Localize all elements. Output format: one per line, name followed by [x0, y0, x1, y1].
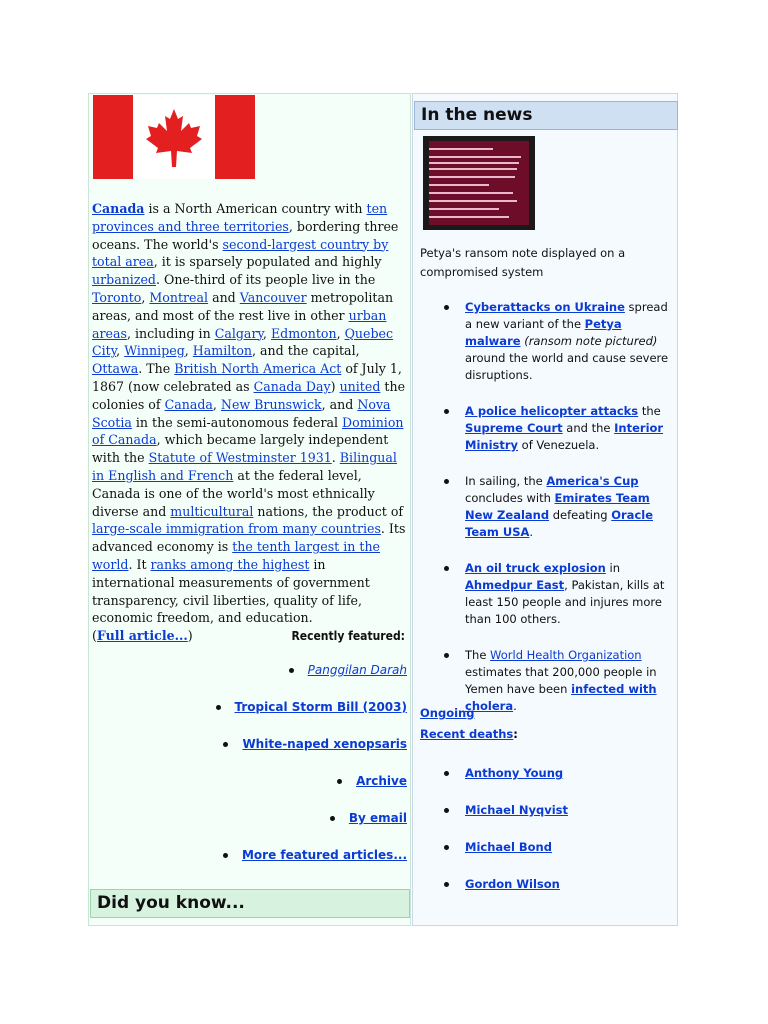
- inline-link[interactable]: united: [339, 378, 381, 394]
- inline-text: defeating: [549, 508, 612, 522]
- inline-text: . One-third of its people live in the: [156, 272, 376, 288]
- inline-text: . It: [128, 556, 151, 572]
- inline-text: , including in: [126, 325, 215, 341]
- inline-link[interactable]: Statute of Westminster 1931: [148, 450, 332, 466]
- inline-link[interactable]: second-largest country by total area: [92, 236, 389, 270]
- inline-link[interactable]: Edmonton: [270, 325, 337, 341]
- death-item: [413, 840, 568, 877]
- inline-link[interactable]: Hamilton: [192, 343, 253, 359]
- did-you-know-header: Did you know...: [90, 889, 410, 918]
- inline-text: , it is sparsely populated and highly: [153, 254, 382, 270]
- inline-link[interactable]: ten provinces and three territories: [92, 201, 388, 234]
- inline-text: and: [208, 289, 240, 305]
- inline-text: , which became largely independent with the: [92, 432, 389, 466]
- news-item: [413, 647, 675, 715]
- inline-link[interactable]: large-scale immigration from many countries: [92, 521, 381, 537]
- inline-text: ,: [262, 325, 271, 341]
- screen-text-line: [429, 156, 521, 158]
- bullet-icon: [444, 845, 449, 850]
- in-the-news-panel: [412, 93, 678, 926]
- inline-text: . Its advanced economy is: [92, 521, 406, 555]
- inline-link[interactable]: ranks among the highest: [150, 556, 310, 572]
- inline-text: (: [92, 628, 97, 644]
- bullet-icon: [337, 779, 342, 784]
- inline-link[interactable]: the tenth largest in the world: [92, 539, 381, 572]
- inline-link[interactable]: Canada: [92, 201, 145, 216]
- full-article-link[interactable]: Full article...: [96, 628, 188, 644]
- inline-text: ,: [184, 343, 193, 359]
- death-link[interactable]: Michael Nyqvist: [465, 803, 569, 817]
- screen-text-line: [429, 148, 493, 150]
- inline-link[interactable]: Nova Scotia: [92, 396, 391, 430]
- recent-deaths-list: [413, 766, 568, 914]
- recently-featured-label: Recently featured:: [291, 629, 405, 643]
- inline-text: in: [605, 561, 621, 575]
- bullet-icon: [216, 705, 221, 710]
- inline-text: , and: [321, 396, 358, 412]
- recently-featured-list: [216, 663, 408, 885]
- inline-text: ): [187, 628, 193, 644]
- inline-text: concludes with: [465, 491, 555, 505]
- inline-text: and the: [562, 421, 615, 435]
- inline-link[interactable]: multicultural: [170, 503, 254, 519]
- inline-link[interactable]: Montreal: [149, 289, 209, 305]
- inline-text: the: [638, 404, 661, 418]
- featured-item: [216, 774, 408, 811]
- inline-link[interactable]: Calgary: [214, 325, 263, 341]
- screen-text-line: [429, 200, 517, 202]
- inline-link[interactable]: Toronto: [92, 289, 142, 305]
- inline-text: ,: [141, 289, 150, 305]
- inline-text: ,: [116, 343, 125, 359]
- death-item: [413, 877, 568, 914]
- inline-link[interactable]: An oil truck explosion: [465, 561, 606, 575]
- bullet-icon: [444, 566, 449, 571]
- in-the-news-header: In the news: [414, 101, 678, 130]
- screen-text-line: [429, 162, 519, 164]
- featured-link[interactable]: More featured articles...: [241, 848, 407, 862]
- inline-text: around the world and cause severe disruptions.: [465, 351, 669, 382]
- flag-left-band: [93, 95, 133, 179]
- death-link[interactable]: Gordon Wilson: [465, 877, 560, 891]
- inline-text: The: [465, 648, 491, 662]
- inline-link[interactable]: urban areas: [92, 307, 387, 341]
- inline-link[interactable]: British North America Act: [174, 361, 342, 377]
- news-item: [413, 403, 675, 454]
- maple-leaf-icon: [143, 107, 205, 169]
- inline-text: In sailing, the: [465, 474, 547, 488]
- featured-item: [216, 848, 408, 885]
- featured-link[interactable]: By email: [348, 811, 407, 825]
- inline-link[interactable]: A police helicopter attacks: [465, 404, 639, 418]
- featured-item: [216, 737, 408, 774]
- featured-item: [216, 811, 408, 848]
- inline-text: .: [529, 525, 534, 539]
- inline-link[interactable]: New Brunswick: [220, 396, 322, 412]
- bullet-icon: [444, 771, 449, 776]
- inline-text: of Venezuela.: [518, 438, 600, 452]
- screen-text-line: [429, 192, 513, 194]
- screen-text-line: [429, 176, 515, 178]
- inline-text: .: [513, 699, 517, 713]
- inline-text: ,: [212, 396, 221, 412]
- featured-item: [216, 700, 408, 737]
- inline-link[interactable]: Bilingual in English and French: [92, 450, 397, 483]
- ongoing-link[interactable]: Ongoing: [420, 706, 475, 720]
- news-item: [413, 299, 675, 384]
- screen-text-line: [429, 216, 509, 218]
- inline-link[interactable]: Quebec City: [92, 325, 394, 359]
- inline-link[interactable]: urbanized: [92, 272, 156, 288]
- image-caption: Petya's ransom note displayed on a compromised system: [420, 246, 626, 279]
- news-item: [413, 473, 675, 541]
- ransom-screen: [429, 141, 529, 225]
- inline-text: .: [331, 450, 340, 466]
- death-link[interactable]: Anthony Young: [465, 766, 564, 780]
- bullet-icon: [289, 668, 294, 673]
- inline-text: (ransom note pictured): [520, 334, 658, 348]
- inline-link[interactable]: infected with cholera: [465, 682, 657, 713]
- inline-text: spread a new variant of the: [465, 300, 668, 331]
- featured-link[interactable]: Tropical Storm Bill (2003): [234, 700, 407, 714]
- news-list: [413, 299, 675, 734]
- inline-link[interactable]: Canada Day: [253, 378, 331, 394]
- death-link[interactable]: Michael Bond: [465, 840, 552, 854]
- featured-link[interactable]: Archive: [356, 774, 407, 788]
- inline-text: , bordering three oceans. The world's: [92, 218, 399, 252]
- inline-text: metropolitan areas, and most of the rest live in other: [92, 289, 394, 323]
- inline-text: in international measurements of government transparency, civil liberties, quality of life, economic freedom, and education.: [92, 556, 370, 626]
- inline-text: . The: [138, 361, 175, 377]
- bullet-icon: [444, 882, 449, 887]
- recent-deaths-link[interactable]: Recent deaths: [420, 727, 514, 741]
- inline-link[interactable]: Oracle Team USA: [465, 508, 654, 539]
- bullet-icon: [330, 816, 335, 821]
- inline-link[interactable]: malware: [465, 334, 521, 348]
- inline-link[interactable]: Cyberattacks on Ukraine: [465, 300, 625, 314]
- screen-text-line: [429, 208, 499, 210]
- petya-ransom-note-image[interactable]: [423, 136, 535, 230]
- bullet-icon: [444, 409, 449, 414]
- bullet-icon: [223, 742, 228, 747]
- bullet-icon: [444, 479, 449, 484]
- inline-link[interactable]: Vancouver: [239, 289, 307, 305]
- bullet-icon: [444, 653, 449, 658]
- death-item: [413, 766, 568, 803]
- inline-text: at the federal level, Canada is one of the world's most ethnically diverse and: [92, 467, 375, 519]
- screen-text-line: [429, 184, 489, 186]
- inline-text: is a North American country with: [144, 201, 367, 216]
- inline-text: estimates that 200,000 people in Yemen have been: [465, 665, 657, 696]
- featured-item: [216, 663, 408, 700]
- inline-link[interactable]: Supreme Court: [465, 421, 563, 435]
- inline-link[interactable]: Winnipeg: [124, 343, 185, 359]
- inline-link[interactable]: Canada: [164, 396, 213, 412]
- canada-flag-image[interactable]: [93, 95, 255, 179]
- featured-link[interactable]: White-naped xenopsaris: [242, 737, 407, 751]
- inline-link[interactable]: Dominion of Canada: [92, 414, 404, 448]
- inline-text: , and the capital,: [252, 343, 360, 359]
- flag-right-band: [215, 95, 255, 179]
- inline-link[interactable]: Interior Ministry: [465, 421, 664, 452]
- inline-text: ,: [336, 325, 345, 341]
- bullet-icon: [444, 808, 449, 813]
- inline-text: , Pakistan, kills at least 150 people and injures more than 100 others.: [465, 578, 665, 626]
- inline-text: nations, the product of: [253, 503, 404, 519]
- inline-link[interactable]: World Health Organization: [490, 648, 642, 662]
- bullet-icon: [223, 853, 228, 858]
- inline-text: of July 1, 1867 (now celebrated as: [92, 361, 402, 394]
- featured-article-panel: [88, 93, 411, 926]
- inline-text: in the semi-autonomous federal: [131, 414, 343, 430]
- inline-link[interactable]: Ahmedpur East: [465, 578, 565, 592]
- featured-article-text: [92, 200, 407, 645]
- death-item: [413, 803, 568, 840]
- inline-text: the colonies of: [92, 378, 406, 412]
- bullet-icon: [444, 305, 449, 310]
- recent-deaths-line: Recent deaths:: [420, 727, 518, 741]
- inline-link[interactable]: Petya: [584, 317, 622, 331]
- screen-text-line: [429, 168, 517, 170]
- inline-link[interactable]: America's Cup: [546, 474, 639, 488]
- news-item: [413, 560, 675, 628]
- featured-link[interactable]: Panggilan Darah: [307, 663, 407, 677]
- inline-link[interactable]: Emirates Team New Zealand: [465, 491, 650, 522]
- inline-link[interactable]: Ottawa: [92, 361, 139, 377]
- inline-text: ): [330, 378, 340, 394]
